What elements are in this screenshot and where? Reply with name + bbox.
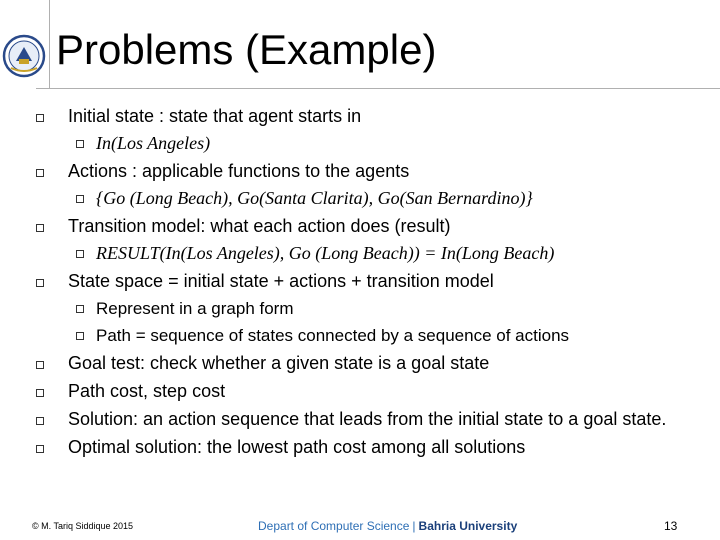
square-bullet-icon [76, 250, 84, 258]
bullet-item [0, 377, 688, 405]
bullet-text: Optimal solution: the lowest path cost among all solutions [68, 437, 526, 457]
footer-institution [258, 518, 517, 534]
bullet-text: Solution: an action sequence that leads from the initial state to a goal state. [68, 409, 667, 429]
bullet-item [0, 349, 688, 377]
sub-bullet-item [0, 295, 720, 322]
bullet-item [0, 157, 688, 185]
square-bullet-icon [76, 140, 84, 148]
bullet-text: Path cost, step cost [68, 381, 226, 401]
square-bullet-icon [36, 417, 44, 425]
bullet-item [0, 267, 688, 295]
bullet-text: Actions : applicable functions to the agents [68, 161, 410, 181]
square-bullet-icon [36, 224, 44, 232]
sub-bullet-text: Represent in a graph form [96, 299, 294, 318]
square-bullet-icon [76, 305, 84, 313]
sub-bullet-item [0, 185, 720, 212]
square-bullet-icon [76, 332, 84, 340]
square-bullet-icon [36, 389, 44, 397]
square-bullet-icon [36, 279, 44, 287]
title-vertical-rule [49, 0, 50, 88]
bullet-text: Goal test: check whether a given state is a goal state [68, 353, 490, 373]
sub-bullet-item [0, 130, 720, 157]
bullet-text: State space = initial state + actions + transition model [68, 271, 494, 291]
square-bullet-icon [36, 169, 44, 177]
footer-department: Depart of Computer Science [258, 519, 410, 533]
square-bullet-icon [36, 445, 44, 453]
footer-author: © M. Tariq Siddique 2015 [32, 521, 134, 531]
slide-title: Problems (Example) [56, 26, 437, 73]
sub-bullet-text: Path = sequence of states connected by a sequence of actions [96, 326, 570, 345]
footer-separator: | [412, 519, 416, 533]
square-bullet-icon [36, 114, 44, 122]
bullet-text: Transition model: what each action does (result) [68, 216, 451, 236]
square-bullet-icon [36, 361, 44, 369]
sub-bullet-item [0, 322, 720, 349]
slide-content [0, 102, 720, 461]
footer-university: Bahria University [418, 519, 518, 533]
bullet-item [0, 102, 688, 130]
sub-bullet-text: RESULT(In(Los Angeles), Go (Long Beach)) = In(Long Beach) [96, 243, 555, 263]
bullet-text: Initial state : state that agent starts in [68, 106, 362, 126]
sub-bullet-text: {Go (Long Beach), Go(Santa Clarita), Go(San Bernardino)} [96, 188, 533, 208]
bullet-item [0, 212, 688, 240]
bullet-item [0, 433, 688, 461]
bullet-item [0, 405, 688, 433]
university-crest-icon [2, 34, 46, 78]
sub-bullet-item [0, 240, 720, 267]
page-number: 13 [664, 519, 678, 533]
title-horizontal-rule [36, 88, 720, 89]
sub-bullet-text: In(Los Angeles) [96, 133, 211, 153]
square-bullet-icon [76, 195, 84, 203]
